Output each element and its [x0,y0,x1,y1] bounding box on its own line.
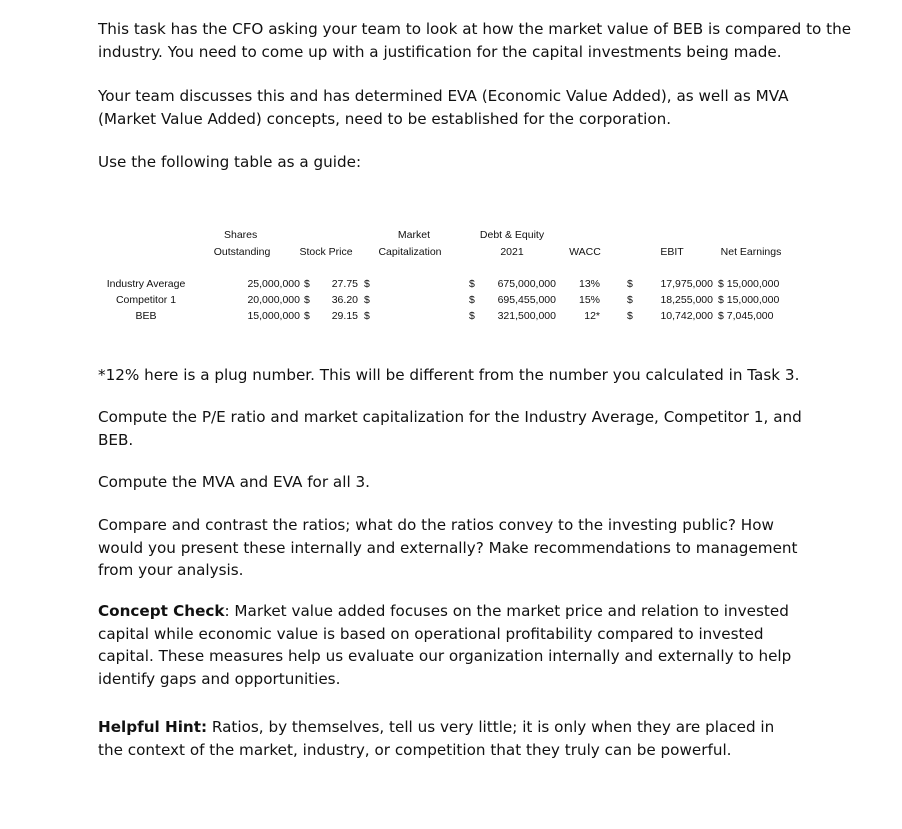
cell-wacc: 12* [584,310,600,322]
header-shares-line2: Outstanding [213,246,271,258]
cell-debt-equity: 321,500,000 [497,310,556,322]
cell-stock-price: 29.15 [331,310,358,322]
helpful-hint-label: Helpful Hint: [98,718,208,736]
header-debt-line1: Debt & Equity [479,229,545,241]
plug-number-note: *12% here is a plug number. This will be different from the number you calculated in Task 3. [98,366,800,384]
cell-shares: 20,000,000 [247,294,300,306]
header-debt-line2: 2021 [500,246,524,258]
row-label-beb: BEB [135,310,157,322]
cell-net-earnings: $ 15,000,000 [718,294,780,306]
cell-ebit: 18,255,000 [660,294,713,306]
concept-check-label: Concept Check [98,602,225,620]
compare-paragraph: Compare and contrast the ratios; what do the ratios convey to the investing public? How would you present these internally and externally? Make recommendations to management from your analysis. [98,516,798,579]
cell-ebit: 17,975,000 [660,278,713,290]
compute-pe-paragraph: Compute the P/E ratio and market capitalization for the Industry Average, Competitor 1, and BEB. [98,408,802,449]
header-shares-line1: Shares [224,229,258,241]
intro-paragraph-3: Use the following table as a guide: [98,153,362,171]
compute-mva-paragraph: Compute the MVA and EVA for all 3. [98,473,370,491]
intro-paragraph-1: This task has the CFO asking your team to look at how the market value of BEB is compared to the industry. You need to come up with a justification for the capital investments being made. [98,20,852,61]
cell-currency: $ [364,294,370,306]
row-label-industry-average: Industry Average [106,278,186,290]
helpful-hint-text: Ratios, by themselves, tell us very little; it is only when they are placed in the context of the market, industry, or competition that they truly can be powerful. [98,718,775,759]
concept-check-paragraph [98,600,808,690]
cell-shares: 25,000,000 [247,278,300,290]
header-market-line1: Market [397,229,430,241]
header-ebit: EBIT [660,246,684,258]
cell-currency: $ [304,294,310,306]
cell-currency: $ [364,310,370,322]
cell-currency: $ [469,278,475,290]
header-market-capitalization [370,228,450,259]
cell-stock-price: 27.75 [331,278,358,290]
concept-check-text: : Market value added focuses on the market price and relation to invested capital while economic value is based on operational profitability compared to invested capital. These measures help us evaluate our organization internally and externally to help identify gaps and opportunities. [98,602,792,688]
header-shares-outstanding [202,228,282,259]
cell-currency: $ [627,310,633,322]
cell-currency: $ [627,294,633,306]
cell-shares: 15,000,000 [247,310,300,322]
cell-currency: $ [627,278,633,290]
cell-wacc: 15% [578,294,600,306]
header-debt-equity [468,228,556,259]
header-stock-price: Stock Price [299,246,353,258]
cell-wacc: 13% [578,278,600,290]
header-market-line2: Capitalization [378,246,442,258]
header-wacc: WACC [569,246,601,258]
cell-currency: $ [304,310,310,322]
cell-stock-price: 36.20 [331,294,358,306]
intro-paragraph-2: Your team discusses this and has determined EVA (Economic Value Added), as well as MVA (Market Value Added) concepts, need to be established for the corporation. [98,87,789,128]
cell-net-earnings: $ 15,000,000 [718,278,780,290]
cell-debt-equity: 675,000,000 [497,278,556,290]
cell-currency: $ [364,278,370,290]
row-label-competitor-1: Competitor 1 [115,294,177,306]
header-net-earnings: Net Earnings [720,246,782,258]
cell-currency: $ [469,294,475,306]
cell-net-earnings: $ 7,045,000 [718,310,774,322]
helpful-hint-paragraph [98,716,778,761]
cell-currency: $ [469,310,475,322]
cell-debt-equity: 695,455,000 [497,294,556,306]
cell-currency: $ [304,278,310,290]
cell-ebit: 10,742,000 [660,310,713,322]
